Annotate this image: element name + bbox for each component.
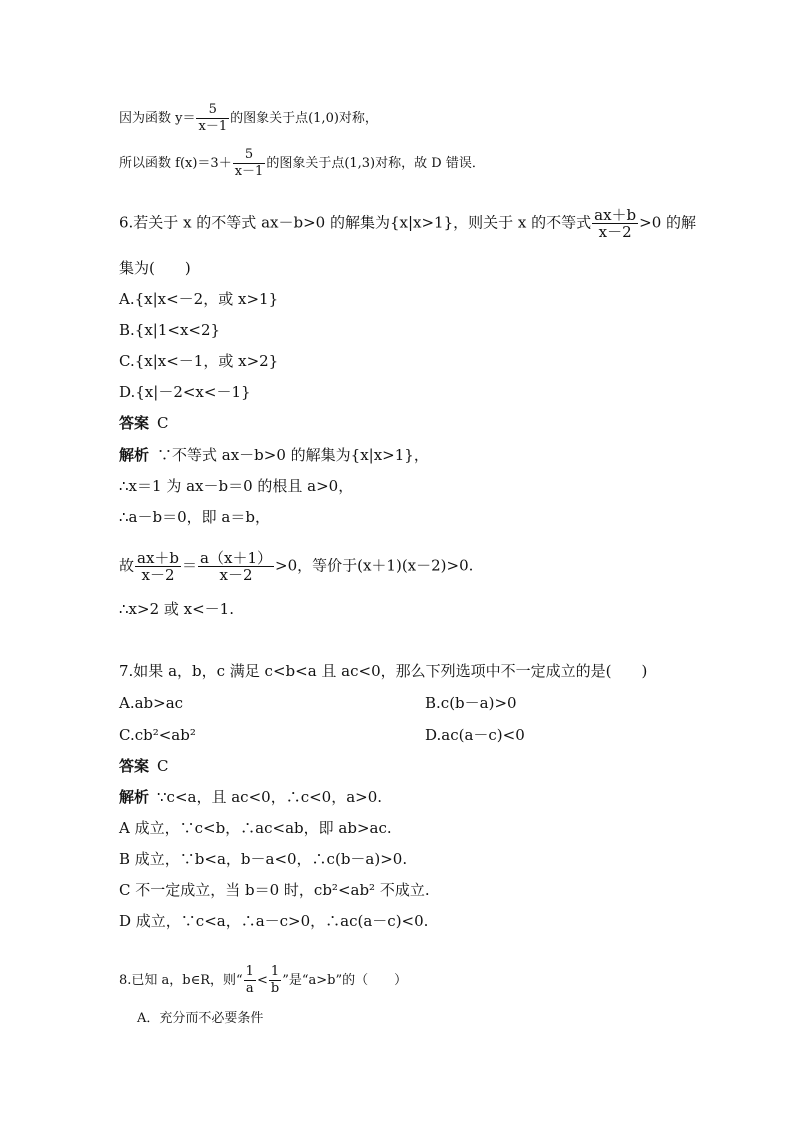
fraction (198, 550, 274, 583)
text: 所以函数 f(x)＝3＋ (119, 156, 232, 171)
denominator: x－2 (141, 566, 175, 584)
numerator: ax＋b (137, 549, 180, 567)
q6-option-d: D.{x|－2<x<－1} (119, 383, 251, 401)
answer-value: C (157, 414, 169, 432)
fraction (269, 964, 281, 997)
q7-answer (119, 756, 169, 776)
denominator: x－1 (198, 119, 228, 134)
prev-line-2 (119, 147, 485, 180)
fraction (244, 964, 256, 997)
text: ∵不等式 ax－b>0 的解集为{x|x>1}， (157, 446, 429, 464)
q6-answer (119, 413, 169, 433)
prev-line-1 (119, 102, 378, 135)
denominator: a (245, 981, 254, 996)
numerator: ax＋b (594, 206, 637, 224)
q7-option-b: B.c(b－a)>0 (425, 694, 517, 712)
numerator: 5 (196, 102, 229, 119)
denominator: b (270, 981, 280, 996)
text: 故 (119, 556, 135, 575)
analysis-label: 解析 (119, 446, 150, 464)
numerator: 5 (233, 147, 266, 164)
text: ＝ (182, 556, 198, 575)
q6-analysis-3: ∴a－b＝0，即 a＝b， (119, 508, 270, 526)
denominator: x－2 (598, 223, 632, 241)
numerator: 1 (269, 964, 281, 981)
text: ∵c<a，且 ac<0，∴c<0，a>0. (157, 788, 383, 806)
fraction (135, 550, 181, 583)
q7-stem: 7.如果 a，b，c 满足 c<b<a 且 ac<0，那么下列选项中不一定成立的是( ) (119, 662, 648, 680)
fraction (592, 207, 638, 240)
q8-stem (119, 964, 407, 997)
answer-value: C (157, 757, 169, 775)
q6-stem-line2: 集为( ) (119, 259, 191, 277)
q7-option-d: D.ac(a－c)<0 (425, 726, 525, 744)
answer-label: 答案 (119, 414, 150, 432)
q7-analysis-4: C 不一定成立，当 b＝0 时，cb²<ab² 不成立. (119, 881, 430, 899)
denominator: x－2 (219, 566, 253, 584)
q6-option-c: C.{x|x<－1，或 x>2} (119, 352, 279, 370)
q6-option-b: B.{x|1<x<2} (119, 321, 221, 339)
q7-analysis-1 (119, 787, 382, 807)
text: 8.已知 a，b∈R，则“ (119, 973, 243, 988)
q7-analysis-2: A 成立，∵c<b，∴ac<ab，即 ab>ac. (119, 819, 392, 837)
q6-analysis-1 (119, 445, 429, 465)
q7-option-c: C.cb²<ab² (119, 726, 196, 744)
q7-analysis-3: B 成立，∵b<a，b－a<0，∴c(b－a)>0. (119, 850, 408, 868)
q6-analysis-4 (119, 550, 473, 583)
text: 因为函数 y＝ (119, 111, 196, 126)
q6-analysis-2: ∴x＝1 为 ax－b＝0 的根且 a>0， (119, 477, 354, 495)
text: < (256, 973, 268, 988)
fraction (233, 147, 266, 180)
q6-stem (119, 207, 696, 240)
numerator: 1 (245, 964, 254, 979)
text: >0 的解 (639, 213, 697, 232)
numerator: a（x＋1） (200, 549, 272, 567)
q7-option-a: A.ab>ac (119, 694, 184, 712)
q6-analysis-5: ∴x>2 或 x<－1. (119, 600, 234, 618)
text: ”是“a>b”的（ ） (282, 973, 408, 988)
q6-option-a: A.{x|x<－2，或 x>1} (119, 290, 279, 308)
q7-analysis-5: D 成立，∵c<a，∴a－c>0，∴ac(a－c)<0. (119, 912, 429, 930)
q8-option-a: A．充分而不必要条件 (137, 1011, 264, 1026)
fraction (196, 102, 229, 135)
text: 的图象关于点(1,3)对称，故 D 错误． (266, 156, 485, 171)
answer-label: 答案 (119, 757, 150, 775)
text: >0，等价于(x＋1)(x－2)>0. (275, 556, 474, 575)
text: 6.若关于 x 的不等式 ax－b>0 的解集为{x|x>1}，则关于 x 的不等式 (119, 213, 592, 232)
text: 的图象关于点(1,0)对称， (230, 111, 378, 126)
analysis-label: 解析 (119, 788, 150, 806)
denominator: x－1 (234, 164, 264, 179)
